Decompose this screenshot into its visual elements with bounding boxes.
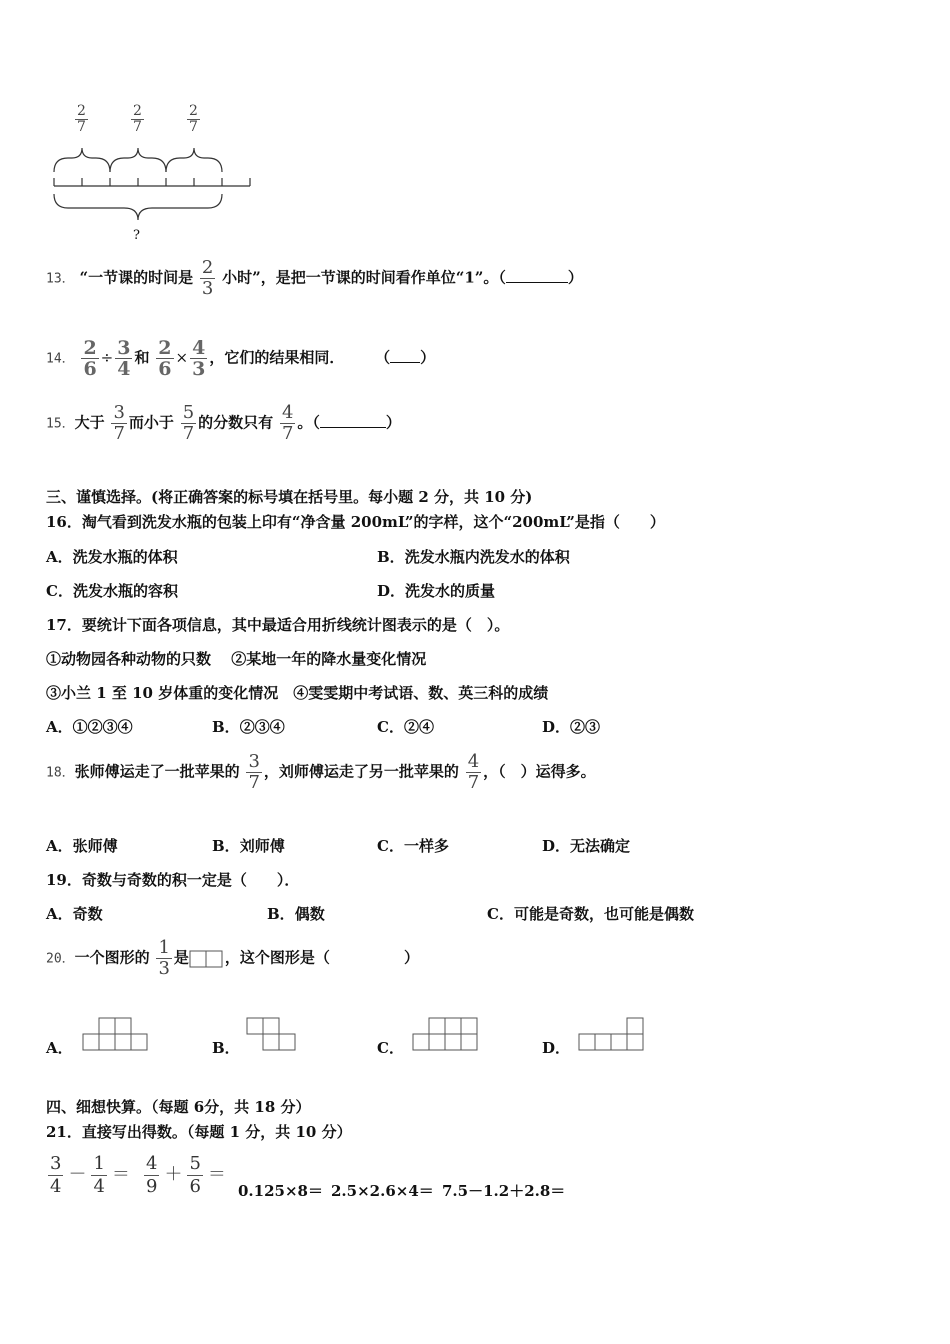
q21-stem: 21．直接写出得数。（每题 1 分，共 10 分） [46, 1123, 352, 1141]
q14-answer-blank[interactable] [390, 348, 420, 363]
q20-text-3: ，这个图形是（ [224, 948, 330, 967]
q20-two-squares-shape [189, 950, 225, 968]
q15-fraction-2: $\frac{5}{7}$ [182, 402, 195, 444]
top-brace-2 [110, 148, 166, 172]
q14-times-sign: × [175, 348, 189, 367]
q14-fraction-3: $\frac{2}{6}$ [158, 337, 172, 380]
q15-answer-blank[interactable] [320, 413, 386, 428]
q20-shape-c [412, 1017, 482, 1053]
top-brace-3 [166, 148, 222, 172]
q15-text-3: 的分数只有 [198, 413, 274, 432]
section-3-heading: 三、谨慎选择。(将正确答案的标号填在括号里。每小题 2 分，共 10 分) [46, 488, 533, 506]
q21-expression-2 [142, 1153, 229, 1198]
tick-marks [54, 178, 250, 186]
q13-answer-blank[interactable] [506, 268, 568, 283]
q14-fraction-2: $\frac{3}{4}$ [117, 337, 131, 380]
q14-open-paren: （ [375, 348, 391, 367]
section-4-heading: 四、细想快算。（每题 6分，共 18 分） [46, 1098, 311, 1116]
q20-label-b: B． [212, 1039, 240, 1057]
q14-fraction-1: $\frac{2}{6}$ [83, 337, 97, 380]
question-15 [46, 403, 401, 444]
q20-text-2: 是 [173, 948, 189, 967]
q14-number: 14． [46, 351, 75, 367]
bottom-brace [54, 194, 222, 220]
q21-e1-fraction-1: $\frac{3}{4}$ [50, 1153, 62, 1197]
q19-option-a: A．奇数 [46, 905, 103, 923]
q20-number: 20． [46, 951, 75, 967]
question-18 [46, 752, 596, 793]
question-20 [46, 938, 419, 979]
number-line-svg [48, 140, 258, 260]
q14-divide-sign: ÷ [100, 348, 114, 367]
q14-text-after: ，它们的结果相同． [209, 348, 345, 367]
q21-e2-fraction-2: $\frac{5}{6}$ [189, 1153, 201, 1197]
q18-option-b: B．刘师傅 [212, 837, 285, 855]
q20-close-paren: ） [403, 948, 419, 967]
diagram-fraction-3: 2 7 [189, 103, 198, 135]
q19-option-c: C．可能是奇数，也可能是偶数 [487, 905, 694, 923]
q17-items-line-2: ③小兰 1 至 10 岁体重的变化情况 ④雯雯期中考试语、数、英三科的成绩 [46, 684, 549, 702]
q20-label-a: A． [46, 1039, 73, 1057]
question-13 [46, 258, 583, 299]
q18-text-1: 张师傅运走了一批苹果的 [74, 762, 240, 781]
q17-option-c: C．②④ [377, 718, 434, 736]
top-brace-1 [54, 148, 110, 172]
q16-option-a: A．洗发水瓶的体积 [46, 548, 178, 566]
q14-fraction-4: $\frac{4}{3}$ [192, 337, 206, 380]
q19-option-b: B．偶数 [267, 905, 325, 923]
q17-items-line-1: ①动物园各种动物的只数 ②某地一年的降水量变化情况 [46, 650, 427, 668]
q21-e2-equals: ＝ [207, 1164, 226, 1185]
number-line-diagram [48, 100, 258, 250]
q18-number: 18． [46, 765, 75, 781]
q16-option-d: D．洗发水的质量 [377, 582, 496, 600]
q16-option-c: C．洗发水瓶的容积 [46, 582, 178, 600]
q21-e2-operator: ＋ [164, 1164, 183, 1185]
q13-fraction: $\frac{2}{3}$ [201, 257, 214, 299]
q21-e1-operator: － [68, 1164, 87, 1185]
q21-expression-4: 2.5×2.6×4＝ [331, 1182, 434, 1200]
q18-text-2: ，刘师傅运走了另一批苹果的 [263, 762, 459, 781]
q15-close-paren: ） [385, 413, 401, 432]
q20-shape-d [578, 1017, 648, 1053]
q13-text-after: 小时”，是把一节课的时间看作单位“1”。（ [222, 268, 506, 287]
diagram-fraction-2: 2 7 [133, 103, 142, 135]
q17-option-b: B．②③④ [212, 718, 285, 736]
q18-text-3: ，（ ）运得多。 [483, 762, 596, 781]
q13-number: 13． [46, 271, 75, 287]
q21-e1-fraction-2: $\frac{1}{4}$ [93, 1153, 105, 1197]
q19-stem: 19．奇数与奇数的积一定是（ ）． [46, 871, 300, 889]
q17-stem: 17．要统计下面各项信息，其中最适合用折线统计图表示的是（ ）。 [46, 616, 510, 634]
q18-option-a: A．张师傅 [46, 837, 118, 855]
q21-e1-equals: ＝ [111, 1164, 130, 1185]
q20-shape-a [82, 1017, 150, 1053]
q17-option-d: D．②③ [542, 718, 601, 736]
q13-close-paren: ） [567, 268, 583, 287]
q18-option-c: C．一样多 [377, 837, 449, 855]
diagram-fraction-1: 2 7 [77, 103, 86, 135]
q21-expression-3: 0.125×8＝ [238, 1182, 323, 1200]
q15-fraction-3: $\frac{4}{7}$ [281, 402, 294, 444]
q20-text-1: 一个图形的 [74, 948, 150, 967]
q20-label-d: D． [542, 1039, 571, 1057]
q13-text-before: “一节课的时间是 [79, 268, 194, 287]
q15-text-4: 。（ [297, 413, 320, 432]
diagram-question-mark: ? [133, 228, 140, 243]
q21-e2-fraction-1: $\frac{4}{9}$ [146, 1153, 158, 1197]
q17-option-a: A．①②③④ [46, 718, 133, 736]
q20-label-c: C． [377, 1039, 404, 1057]
q21-expression-5: 7.5－1.2＋2.8＝ [442, 1182, 566, 1200]
q14-close-paren: ） [420, 348, 436, 367]
q15-text-1: 大于 [74, 413, 105, 432]
q18-option-d: D．无法确定 [542, 837, 631, 855]
q20-shape-b [246, 1017, 300, 1053]
q16-option-b: B．洗发水瓶内洗发水的体积 [377, 548, 570, 566]
q20-fraction: $\frac{1}{3}$ [158, 937, 170, 979]
q15-number: 15． [46, 416, 75, 432]
q18-fraction-1: $\frac{3}{7}$ [248, 751, 260, 793]
q14-and: 和 [134, 348, 150, 367]
q15-text-2: 而小于 [128, 413, 174, 432]
question-14 [46, 338, 435, 379]
q16-stem: 16．淘气看到洗发水瓶的包装上印有“净含量 200mL”的字样，这个“200mL”是指（ ） [46, 513, 665, 531]
q15-fraction-1: $\frac{3}{7}$ [113, 402, 125, 444]
q21-expression-1 [46, 1153, 133, 1198]
q18-fraction-2: $\frac{4}{7}$ [467, 751, 480, 793]
